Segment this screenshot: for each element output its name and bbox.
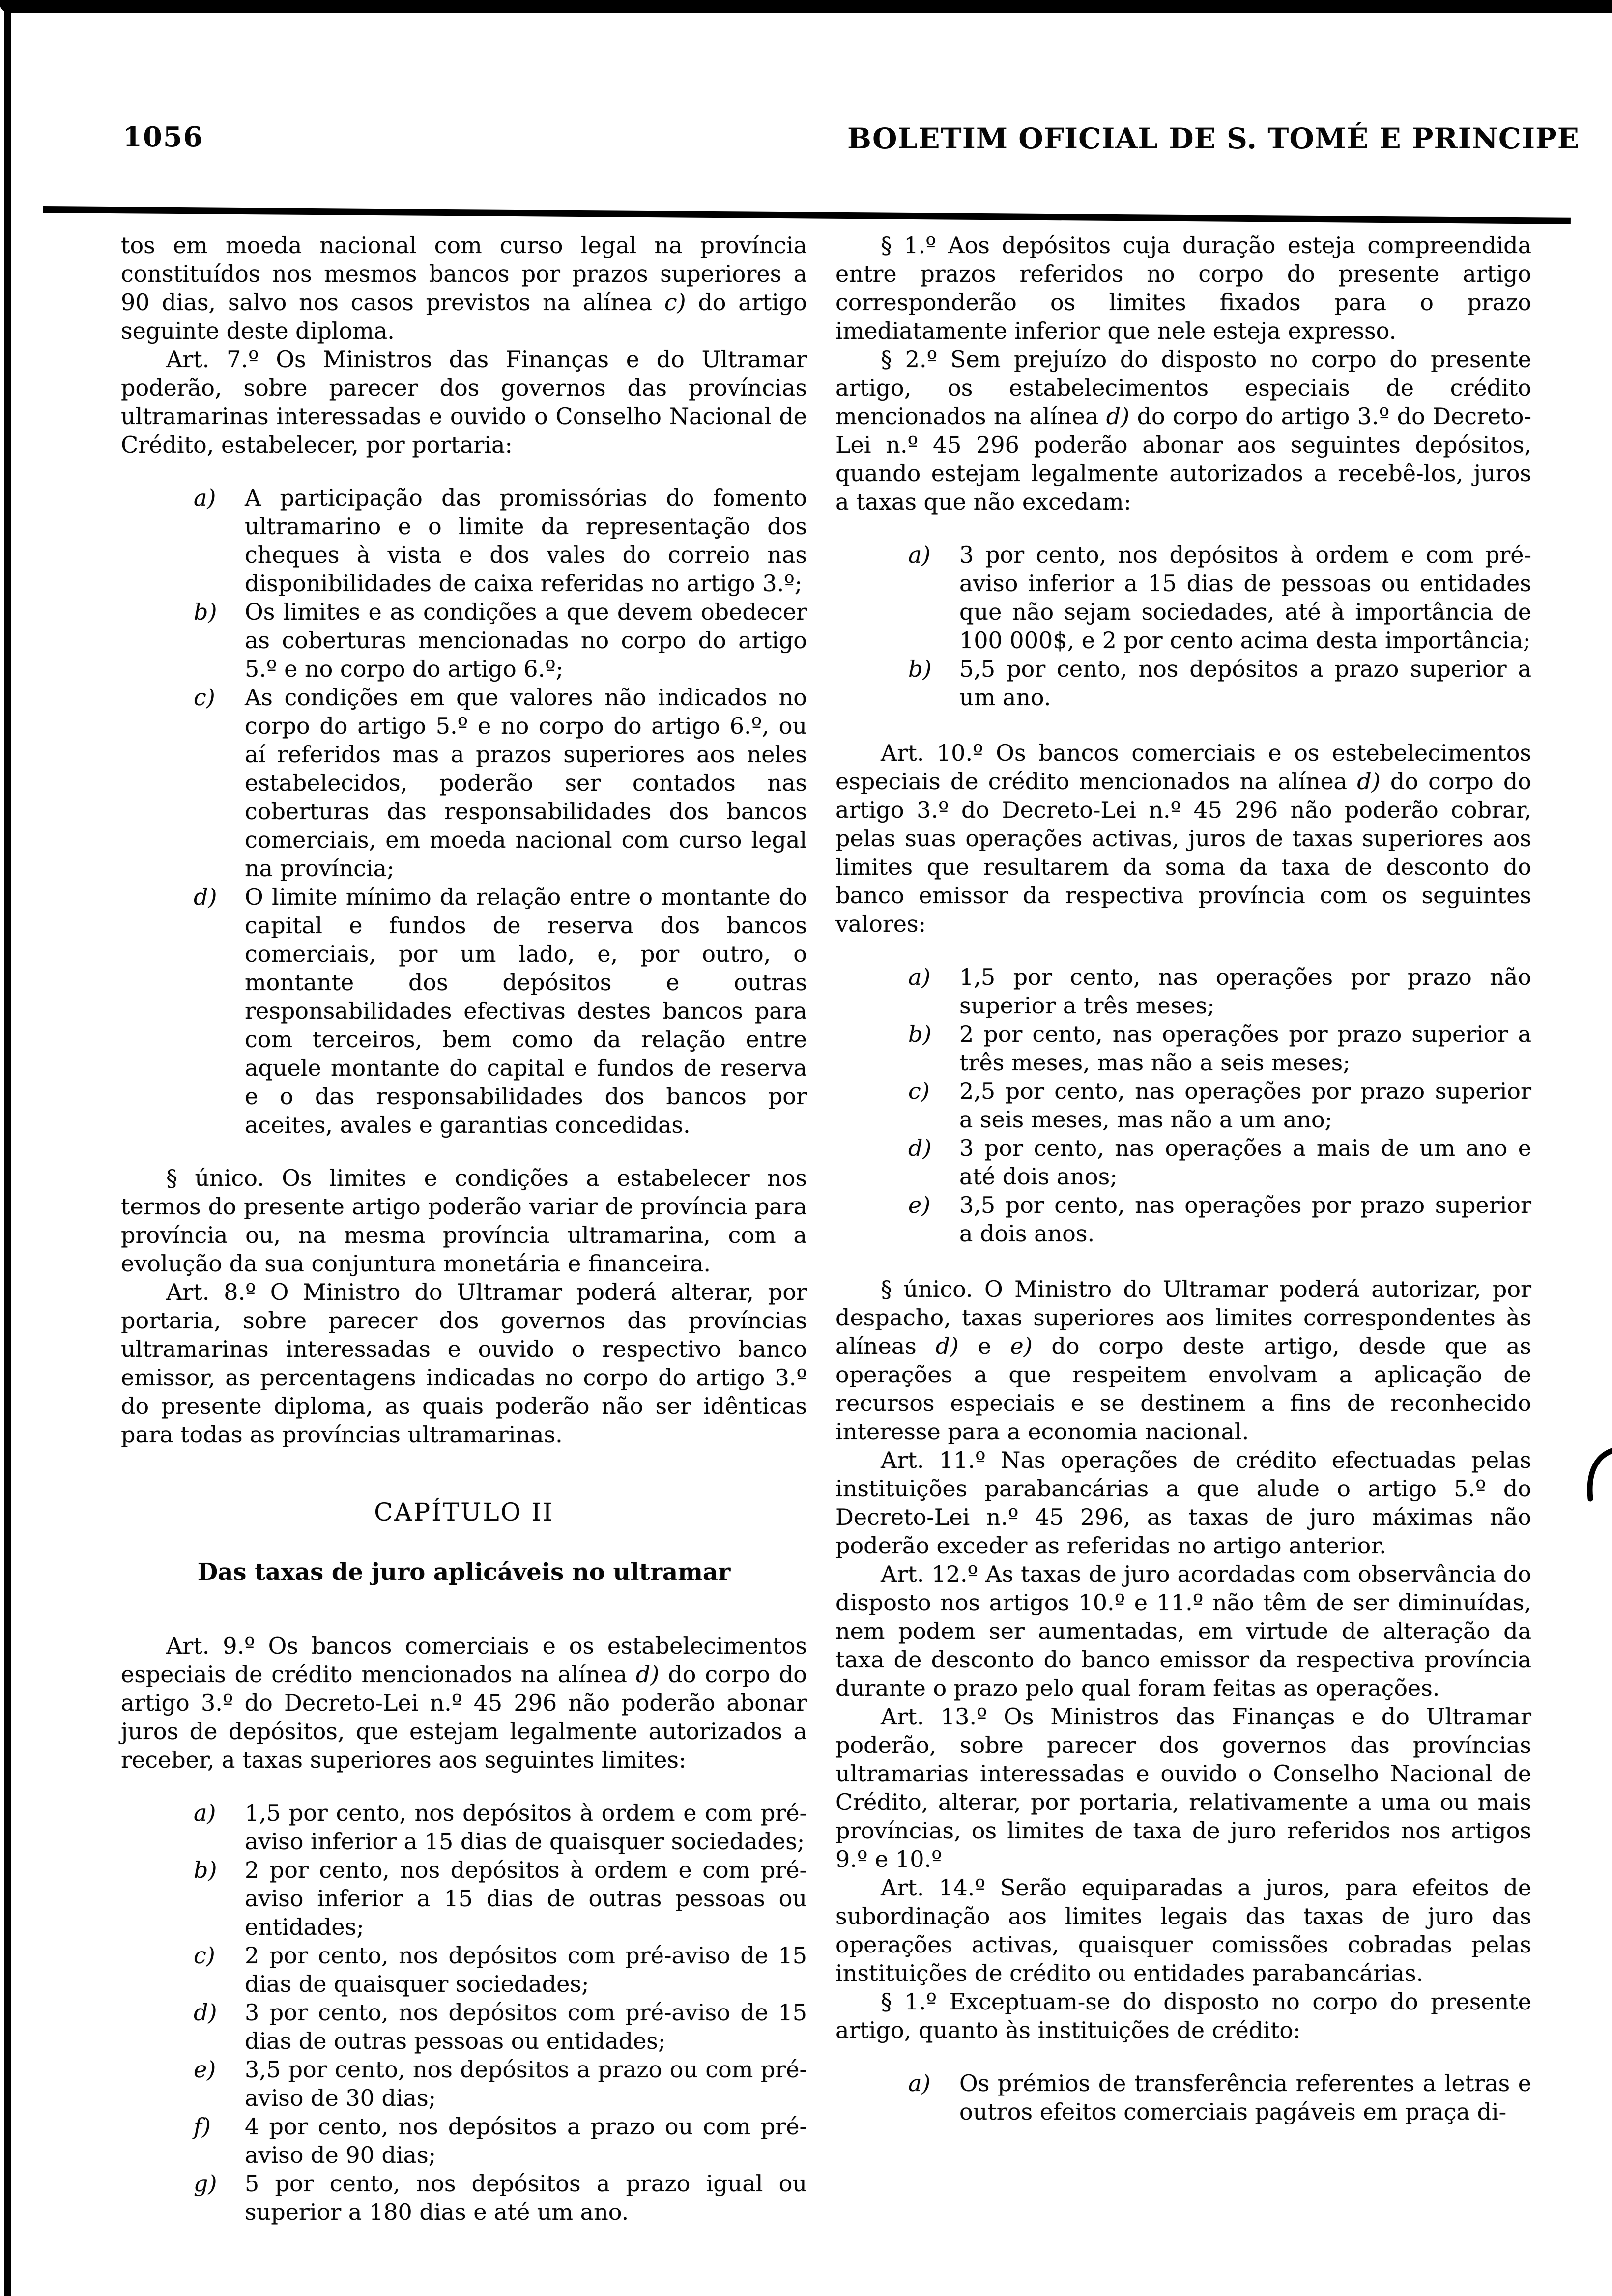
list-item (835, 1134, 1531, 1191)
list-item-text: 3 por cento, nos depósitos à ordem e com pré-aviso inferior a 15 dias de pessoas ou entidades que não sejam sociedades, até à importância de 100 000$, e 2 por cento acima desta importância; (959, 542, 1531, 654)
list-item-text: 2 por cento, nos depósitos com pré-aviso de 15 dias de quaisquer sociedades; (245, 1942, 807, 1997)
list-item-text: 2,5 por cento, nas operações por prazo superior a seis meses, mas não a um ano; (959, 1078, 1531, 1133)
list-item (835, 1077, 1531, 1134)
paragraph: § 2.º Sem prejuízo do disposto no corpo do presente artigo, os estabelecimentos especiais de crédito mencionados na alínea d) do corpo do artigo 3.º do Decreto-Lei n.º 45 296 poderão abonar aos seguintes depósitos, quando estejam legalmente autorizados a recebê-los, juros a taxas que não excedam: (835, 346, 1531, 515)
list-item-marker: c) (194, 1942, 215, 1969)
left-column (121, 231, 807, 2251)
list (121, 1799, 807, 2226)
list-item-marker: b) (194, 599, 217, 625)
list-item-marker: a) (908, 542, 931, 568)
list-item (835, 963, 1531, 1020)
list-item (121, 1941, 807, 1998)
list-item-text: 3,5 por cento, nos depósitos a prazo ou com pré-aviso de 30 dias; (245, 2056, 807, 2111)
pen-mark-icon (1579, 1444, 1612, 1506)
list-item-text: 5,5 por cento, nos depósitos a prazo superior a um ano. (959, 656, 1531, 711)
list-item (835, 541, 1531, 655)
list-item-marker: e) (194, 2056, 216, 2083)
list-item-text: 2 por cento, nas operações por prazo superior a três meses, mas não a seis meses; (959, 1021, 1531, 1076)
list-item (121, 683, 807, 883)
list-item-text: Os limites e as condições a que devem obedecer as coberturas mencionadas no corpo do artigo 5.º e no corpo do artigo 6.º; (245, 599, 807, 682)
list-item-marker: b) (908, 1021, 932, 1047)
list (121, 484, 807, 1139)
list-item (121, 1856, 807, 1941)
paragraph: Art. 7.º Os Ministros das Finanças e do Ultramar poderão, sobre parecer dos governos das províncias ultramarinas interessadas e ouvido o Conselho Nacional de Crédito, estabelecer, por portaria: (121, 346, 807, 458)
paragraph: Art. 12.º As taxas de juro acordadas com observância do disposto nos artigos 10.º e 11.º não têm de ser diminuídas, nem podem ser aumentadas, em virtude de alteração da taxa de desconto do banco emissor da respectiva província durante o prazo pelo qual foram feitas as operações. (835, 1561, 1531, 1701)
list-item (121, 1799, 807, 1856)
list-item-marker: e) (908, 1192, 931, 1218)
list-item (835, 1191, 1531, 1248)
list-item-marker: g) (194, 2170, 217, 2197)
list-item-marker: d) (908, 1135, 932, 1161)
header-rule (43, 206, 1571, 224)
list-item-marker: f) (194, 2113, 211, 2140)
list-item-text: 3 por cento, nos depósitos com pré-aviso de 15 dias de outras pessoas ou entidades; (245, 1999, 807, 2054)
chapter-heading: CAPÍTULO II (374, 1498, 554, 1526)
list-item-text: O limite mínimo da relação entre o montante do capital e fundos de reserva dos bancos comerciais, por um lado, e, por outro, o montante dos depósitos e outras responsabilidades efectivas destes bancos para com terceiros, bem como da relação entre aquele montante do capital e fundos de reserva e o das responsabilidades dos bancos por aceites, avales e garantias concedidas. (245, 884, 807, 1138)
paragraph: Art. 8.º O Ministro do Ultramar poderá alterar, por portaria, sobre parecer dos governos das províncias ultramarinas interessadas e ouvido o respectivo banco emissor, as percentagens indicadas no corpo do artigo 3.º do presente diploma, as quais poderão não ser idênticas para todas as províncias ultramarinas. (121, 1279, 807, 1448)
list-item-text: 5 por cento, nos depósitos a prazo igual ou superior a 180 dias e até um ano. (245, 2170, 807, 2225)
list-item-marker: c) (194, 684, 215, 711)
page-number: 1056 (123, 121, 203, 153)
scan-edge-top (0, 0, 1612, 13)
paragraph: Art. 14.º Serão equiparadas a juros, para efeitos de subordinação aos limites legais das taxas de juro das operações activas, quaisquer comissões cobradas pelas instituições de crédito ou entidades parabancárias. (835, 1874, 1531, 1986)
list-item-text: 4 por cento, nos depósitos a prazo ou com pré-aviso de 90 dias; (245, 2113, 807, 2168)
list-item-text: A participação das promissórias do fomento ultramarino e o limite da representação dos cheques à vista e dos vales do correio nas disponibilidades de caixa referidas no artigo 3.º; (245, 485, 807, 597)
list-item-marker: d) (194, 1999, 217, 2026)
list-item (835, 655, 1531, 712)
list-item-marker: a) (908, 2070, 931, 2096)
list-item-marker: d) (194, 884, 217, 910)
list-item (835, 1020, 1531, 1077)
paragraph: § único. Os limites e condições a estabelecer nos termos do presente artigo poderão variar de província para província ou, na mesma província ultramarina, com a evolução da sua conjuntura monetária e financeira. (121, 1165, 807, 1277)
paragraph: Art. 11.º Nas operações de crédito efectuadas pelas instituições parabancárias a que alude o artigo 5.º do Decreto-Lei n.º 45 296, as taxas de juro máximas não poderão exceder as referidas no artigo anterior. (835, 1447, 1531, 1559)
paragraph: tos em moeda nacional com curso legal na província constituídos nos mesmos bancos por prazos superiores a 90 dias, salvo nos casos previstos na alínea c) do artigo seguinte deste diploma. (121, 232, 807, 344)
list-item (121, 883, 807, 1139)
list-item-text: 3 por cento, nas operações a mais de um ano e até dois anos; (959, 1135, 1531, 1190)
paragraph: § único. O Ministro do Ultramar poderá autorizar, por despacho, taxas superiores aos limites correspondentes às alíneas d) e e) do corpo deste artigo, desde que as operações a que respeitem envolvam a aplicação de recursos especiais e se destinem a fins de reconhecido interesse para a economia nacional. (835, 1276, 1532, 1445)
paragraph: Art. 9.º Os bancos comerciais e os estabelecimentos especiais de crédito mencionados na alínea d) do corpo do artigo 3.º do Decreto-Lei n.º 45 296 não poderão abonar juros de depósitos, que estejam legalmente autorizados a receber, a taxas superiores aos seguintes limites: (121, 1633, 807, 1773)
list (835, 2069, 1531, 2126)
list-item (121, 1998, 807, 2055)
list-item-marker: a) (908, 964, 931, 990)
list-item-marker: b) (908, 656, 932, 682)
list (835, 963, 1531, 1248)
scan-edge-left (4, 0, 11, 2296)
right-column (835, 231, 1531, 2151)
list-item-text: Os prémios de transferência referentes a letras e outros efeitos comerciais pagáveis em praça di- (959, 2070, 1531, 2125)
paragraph: Art. 13.º Os Ministros das Finanças e do Ultramar poderão, sobre parecer dos governos das províncias ultramarias interessadas e ouvido o Conselho Nacional de Crédito, alterar, por portaria, relativamente a uma ou mais províncias, os limites de taxa de juro referidos nos artigos 9.º e 10.º (835, 1703, 1531, 1872)
list-item (121, 598, 807, 683)
list-item-text: 2 por cento, nos depósitos à ordem e com pré-aviso inferior a 15 dias de outras pessoas ou entidades; (245, 1857, 807, 1940)
list (835, 541, 1531, 712)
list-item (121, 2055, 807, 2112)
paragraph: § 1.º Exceptuam-se do disposto no corpo do presente artigo, quanto às instituições de crédito: (835, 1988, 1531, 2043)
paragraph: § 1.º Aos depósitos cuja duração esteja compreendida entre prazos referidos no corpo do presente artigo corresponderão os limites fixados para o prazo imediatamente inferior que nele esteja expresso. (835, 232, 1531, 344)
list-item-text: 1,5 por cento, nos depósitos à ordem e com pré-aviso inferior a 15 dias de quaisquer sociedades; (245, 1800, 807, 1855)
list-item-text: 1,5 por cento, nas operações por prazo não superior a três meses; (959, 964, 1531, 1019)
list-item-text: 3,5 por cento, nas operações por prazo superior a dois anos. (959, 1192, 1531, 1247)
list-item-marker: c) (908, 1078, 930, 1104)
header-title: BOLETIM OFICIAL DE S. TOMÉ E PRINCIPE (847, 122, 1580, 155)
list-item-marker: b) (194, 1857, 217, 1883)
list-item-text: As condições em que valores não indicados no corpo do artigo 5.º e no corpo do artigo 6.º, ou aí referidos mas a prazos superiores aos neles estabelecidos, poderão ser contados nas coberturas das responsabilidades dos bancos comerciais, em moeda nacional com curso legal na província; (245, 684, 807, 882)
list-item (835, 2069, 1531, 2126)
section-title: Das taxas de juro aplicáveis no ultramar (197, 1558, 731, 1586)
paragraph: Art. 10.º Os bancos comerciais e os estebelecimentos especiais de crédito mencionados na alínea d) do corpo do artigo 3.º do Decreto-Lei n.º 45 296 não poderão cobrar, pelas suas operações activas, juros de taxas superiores aos limites que resultarem da soma da taxa de desconto do banco emissor da respectiva província com os seguintes valores: (835, 740, 1531, 937)
list-item-marker: a) (194, 485, 216, 511)
list-item-marker: a) (194, 1800, 216, 1826)
list-item (121, 2169, 807, 2226)
list-item (121, 2112, 807, 2169)
list-item (121, 484, 807, 598)
